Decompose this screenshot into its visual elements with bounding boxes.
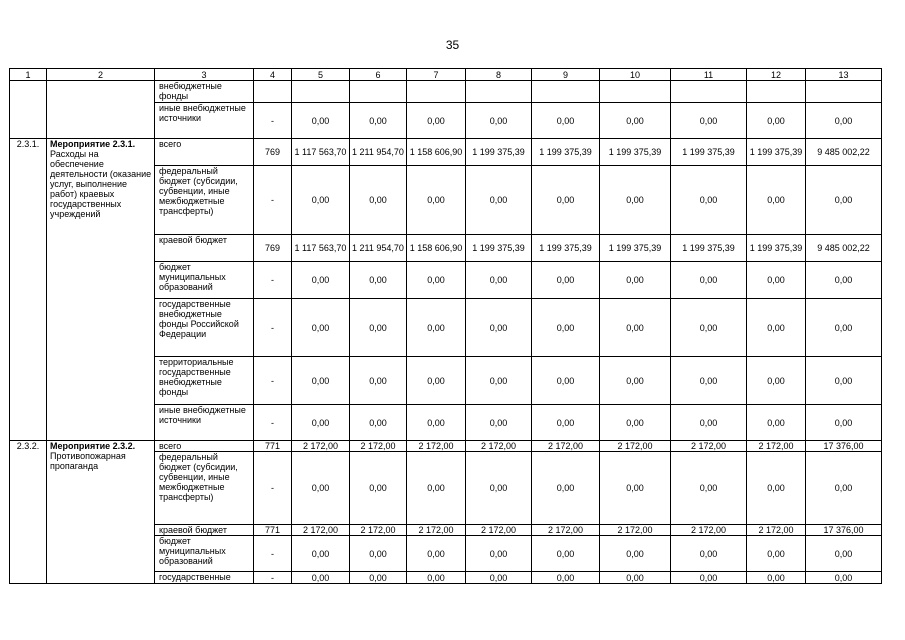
amount-cell: 0,00 xyxy=(671,452,747,525)
amount-cell xyxy=(671,81,747,103)
amount-cell: 2 172,00 xyxy=(671,441,747,452)
header-cell: 12 xyxy=(747,69,806,81)
table-row xyxy=(10,139,882,166)
amount-cell: 0,00 xyxy=(671,572,747,584)
amount-cell: 0,00 xyxy=(292,452,350,525)
amount-cell: 1 211 954,70 xyxy=(350,235,407,262)
amount-cell: 0,00 xyxy=(806,452,882,525)
amount-cell: 0,00 xyxy=(466,299,532,357)
amount-cell: 0,00 xyxy=(806,405,882,441)
amount-cell: 0,00 xyxy=(532,299,600,357)
amount-cell: 0,00 xyxy=(466,536,532,572)
amount-cell: 0,00 xyxy=(806,262,882,299)
amount-cell: 0,00 xyxy=(600,357,671,405)
item-number: 2.3.1. xyxy=(10,139,47,441)
amount-cell: 9 485 002,22 xyxy=(806,235,882,262)
amount-cell: 0,00 xyxy=(350,262,407,299)
amount-cell: 2 172,00 xyxy=(407,441,466,452)
amount-cell: 0,00 xyxy=(350,572,407,584)
amount-cell: 0,00 xyxy=(407,299,466,357)
item-name xyxy=(47,139,155,441)
amount-cell: 1 199 375,39 xyxy=(747,235,806,262)
budget-code: 769 xyxy=(254,235,292,262)
amount-cell: 0,00 xyxy=(532,536,600,572)
amount-cell: 0,00 xyxy=(292,103,350,139)
amount-cell: 2 172,00 xyxy=(407,525,466,536)
amount-cell: 0,00 xyxy=(407,357,466,405)
funding-source: государственные внебюджетные фонды Российской Федерации xyxy=(155,299,254,357)
amount-cell: 0,00 xyxy=(350,405,407,441)
budget-code: - xyxy=(254,452,292,525)
amount-cell: 0,00 xyxy=(466,166,532,235)
amount-cell: 9 485 002,22 xyxy=(806,139,882,166)
header-cell: 3 xyxy=(155,69,254,81)
amount-cell: 1 211 954,70 xyxy=(350,139,407,166)
amount-cell: 1 158 606,90 xyxy=(407,235,466,262)
activity-description: Противопожарная пропаганда xyxy=(50,451,126,471)
amount-cell: 0,00 xyxy=(806,103,882,139)
header-cell: 11 xyxy=(671,69,747,81)
amount-cell: 0,00 xyxy=(671,262,747,299)
funding-source: федеральный бюджет (субсидии, субвенции, иные межбюджетные трансферты) xyxy=(155,166,254,235)
amount-cell xyxy=(292,81,350,103)
amount-cell: 1 199 375,39 xyxy=(532,235,600,262)
amount-cell: 0,00 xyxy=(350,452,407,525)
amount-cell xyxy=(350,81,407,103)
amount-cell: 2 172,00 xyxy=(466,441,532,452)
amount-cell: 0,00 xyxy=(600,299,671,357)
amount-cell: 0,00 xyxy=(407,166,466,235)
budget-code: - xyxy=(254,103,292,139)
amount-cell: 0,00 xyxy=(350,299,407,357)
amount-cell: 0,00 xyxy=(806,166,882,235)
funding-source: территориальные государственные внебюджетные фонды xyxy=(155,357,254,405)
amount-cell: 0,00 xyxy=(466,103,532,139)
funding-source: иные внебюджетные источники xyxy=(155,405,254,441)
funding-source: государственные xyxy=(155,572,254,584)
amount-cell: 0,00 xyxy=(407,262,466,299)
amount-cell: 17 376,00 xyxy=(806,441,882,452)
funding-source: всего xyxy=(155,139,254,166)
amount-cell: 0,00 xyxy=(747,536,806,572)
amount-cell: 0,00 xyxy=(600,166,671,235)
budget-code: - xyxy=(254,357,292,405)
amount-cell: 1 199 375,39 xyxy=(747,139,806,166)
amount-cell: 0,00 xyxy=(600,536,671,572)
header-cell: 1 xyxy=(10,69,47,81)
amount-cell: 0,00 xyxy=(292,262,350,299)
amount-cell: 2 172,00 xyxy=(600,525,671,536)
amount-cell: 0,00 xyxy=(806,357,882,405)
amount-cell: 17 376,00 xyxy=(806,525,882,536)
amount-cell: 1 199 375,39 xyxy=(671,235,747,262)
amount-cell: 0,00 xyxy=(292,405,350,441)
funding-source: иные внебюджетные источники xyxy=(155,103,254,139)
amount-cell xyxy=(466,81,532,103)
amount-cell xyxy=(407,81,466,103)
funding-source: краевой бюджет xyxy=(155,235,254,262)
amount-cell: 0,00 xyxy=(466,405,532,441)
header-cell: 2 xyxy=(47,69,155,81)
amount-cell: 1 199 375,39 xyxy=(600,235,671,262)
amount-cell: 0,00 xyxy=(671,299,747,357)
item-number: 2.3.2. xyxy=(10,441,47,584)
amount-cell: 2 172,00 xyxy=(532,525,600,536)
amount-cell: 2 172,00 xyxy=(292,441,350,452)
amount-cell: 2 172,00 xyxy=(350,525,407,536)
amount-cell: 0,00 xyxy=(806,572,882,584)
amount-cell: 0,00 xyxy=(671,103,747,139)
amount-cell: 0,00 xyxy=(292,299,350,357)
funding-source: краевой бюджет xyxy=(155,525,254,536)
item-number-blank xyxy=(10,81,47,139)
amount-cell: 0,00 xyxy=(532,262,600,299)
amount-cell: 0,00 xyxy=(671,536,747,572)
amount-cell: 0,00 xyxy=(407,405,466,441)
budget-code: - xyxy=(254,536,292,572)
amount-cell: 0,00 xyxy=(747,405,806,441)
budget-code: - xyxy=(254,405,292,441)
amount-cell: 1 199 375,39 xyxy=(532,139,600,166)
header-cell: 8 xyxy=(466,69,532,81)
amount-cell: 0,00 xyxy=(350,357,407,405)
amount-cell: 0,00 xyxy=(532,103,600,139)
amount-cell: 0,00 xyxy=(292,572,350,584)
amount-cell: 1 199 375,39 xyxy=(671,139,747,166)
amount-cell: 0,00 xyxy=(671,405,747,441)
amount-cell: 0,00 xyxy=(671,357,747,405)
budget-code: - xyxy=(254,166,292,235)
amount-cell: 2 172,00 xyxy=(671,525,747,536)
header-cell: 5 xyxy=(292,69,350,81)
amount-cell xyxy=(747,81,806,103)
amount-cell: 0,00 xyxy=(747,103,806,139)
amount-cell: 0,00 xyxy=(532,405,600,441)
funding-source: внебюджетные фонды xyxy=(155,81,254,103)
amount-cell xyxy=(806,81,882,103)
amount-cell: 0,00 xyxy=(600,405,671,441)
amount-cell: 0,00 xyxy=(671,166,747,235)
budget-code: - xyxy=(254,262,292,299)
amount-cell: 2 172,00 xyxy=(292,525,350,536)
amount-cell: 0,00 xyxy=(407,452,466,525)
amount-cell: 1 199 375,39 xyxy=(466,139,532,166)
amount-cell: 0,00 xyxy=(292,536,350,572)
amount-cell: 1 117 563,70 xyxy=(292,139,350,166)
amount-cell: 1 158 606,90 xyxy=(407,139,466,166)
amount-cell: 0,00 xyxy=(407,103,466,139)
amount-cell: 2 172,00 xyxy=(600,441,671,452)
header-cell: 6 xyxy=(350,69,407,81)
amount-cell: 0,00 xyxy=(532,357,600,405)
activity-description: Расходы на обеспечение деятельности (оказание услуг, выполнение работ) краевых государственных учреждений xyxy=(50,149,152,219)
item-name xyxy=(47,441,155,584)
funding-source: федеральный бюджет (субсидии, субвенции, иные межбюджетные трансферты) xyxy=(155,452,254,525)
amount-cell: 0,00 xyxy=(747,452,806,525)
amount-cell: 1 117 563,70 xyxy=(292,235,350,262)
funding-source: бюджет муниципальных образований xyxy=(155,536,254,572)
amount-cell: 0,00 xyxy=(747,572,806,584)
amount-cell: 0,00 xyxy=(600,103,671,139)
amount-cell: 0,00 xyxy=(806,299,882,357)
amount-cell: 2 172,00 xyxy=(747,441,806,452)
budget-code: - xyxy=(254,299,292,357)
amount-cell: 0,00 xyxy=(350,536,407,572)
amount-cell: 0,00 xyxy=(806,536,882,572)
amount-cell: 1 199 375,39 xyxy=(600,139,671,166)
amount-cell: 0,00 xyxy=(532,452,600,525)
table-row xyxy=(10,441,882,452)
amount-cell: 1 199 375,39 xyxy=(466,235,532,262)
amount-cell: 0,00 xyxy=(407,536,466,572)
amount-cell: 0,00 xyxy=(350,103,407,139)
page-number: 35 xyxy=(445,38,460,52)
budget-table xyxy=(9,68,882,584)
amount-cell: 0,00 xyxy=(532,166,600,235)
amount-cell: 0,00 xyxy=(466,572,532,584)
amount-cell: 0,00 xyxy=(747,262,806,299)
header-cell: 13 xyxy=(806,69,882,81)
activity-title: Мероприятие 2.3.1. xyxy=(50,139,136,149)
table-row xyxy=(10,81,882,103)
amount-cell: 0,00 xyxy=(407,572,466,584)
amount-cell: 0,00 xyxy=(747,166,806,235)
amount-cell: 0,00 xyxy=(466,452,532,525)
header-cell: 9 xyxy=(532,69,600,81)
amount-cell: 0,00 xyxy=(532,572,600,584)
item-name-blank xyxy=(47,81,155,139)
amount-cell: 0,00 xyxy=(350,166,407,235)
header-row xyxy=(10,69,882,81)
amount-cell: 2 172,00 xyxy=(466,525,532,536)
amount-cell: 0,00 xyxy=(600,572,671,584)
amount-cell: 0,00 xyxy=(466,262,532,299)
amount-cell: 2 172,00 xyxy=(532,441,600,452)
amount-cell: 0,00 xyxy=(747,357,806,405)
amount-cell: 2 172,00 xyxy=(350,441,407,452)
amount-cell: 0,00 xyxy=(292,166,350,235)
budget-code xyxy=(254,81,292,103)
amount-cell: 0,00 xyxy=(600,452,671,525)
activity-title: Мероприятие 2.3.2. xyxy=(50,441,136,451)
amount-cell xyxy=(600,81,671,103)
amount-cell: 0,00 xyxy=(466,357,532,405)
amount-cell: 0,00 xyxy=(600,262,671,299)
header-cell: 7 xyxy=(407,69,466,81)
amount-cell: 0,00 xyxy=(292,357,350,405)
budget-code: 769 xyxy=(254,139,292,166)
funding-source: всего xyxy=(155,441,254,452)
header-cell: 4 xyxy=(254,69,292,81)
header-cell: 10 xyxy=(600,69,671,81)
funding-source: бюджет муниципальных образований xyxy=(155,262,254,299)
budget-code: 771 xyxy=(254,441,292,452)
budget-code: - xyxy=(254,572,292,584)
budget-code: 771 xyxy=(254,525,292,536)
amount-cell: 2 172,00 xyxy=(747,525,806,536)
amount-cell xyxy=(532,81,600,103)
amount-cell: 0,00 xyxy=(747,299,806,357)
